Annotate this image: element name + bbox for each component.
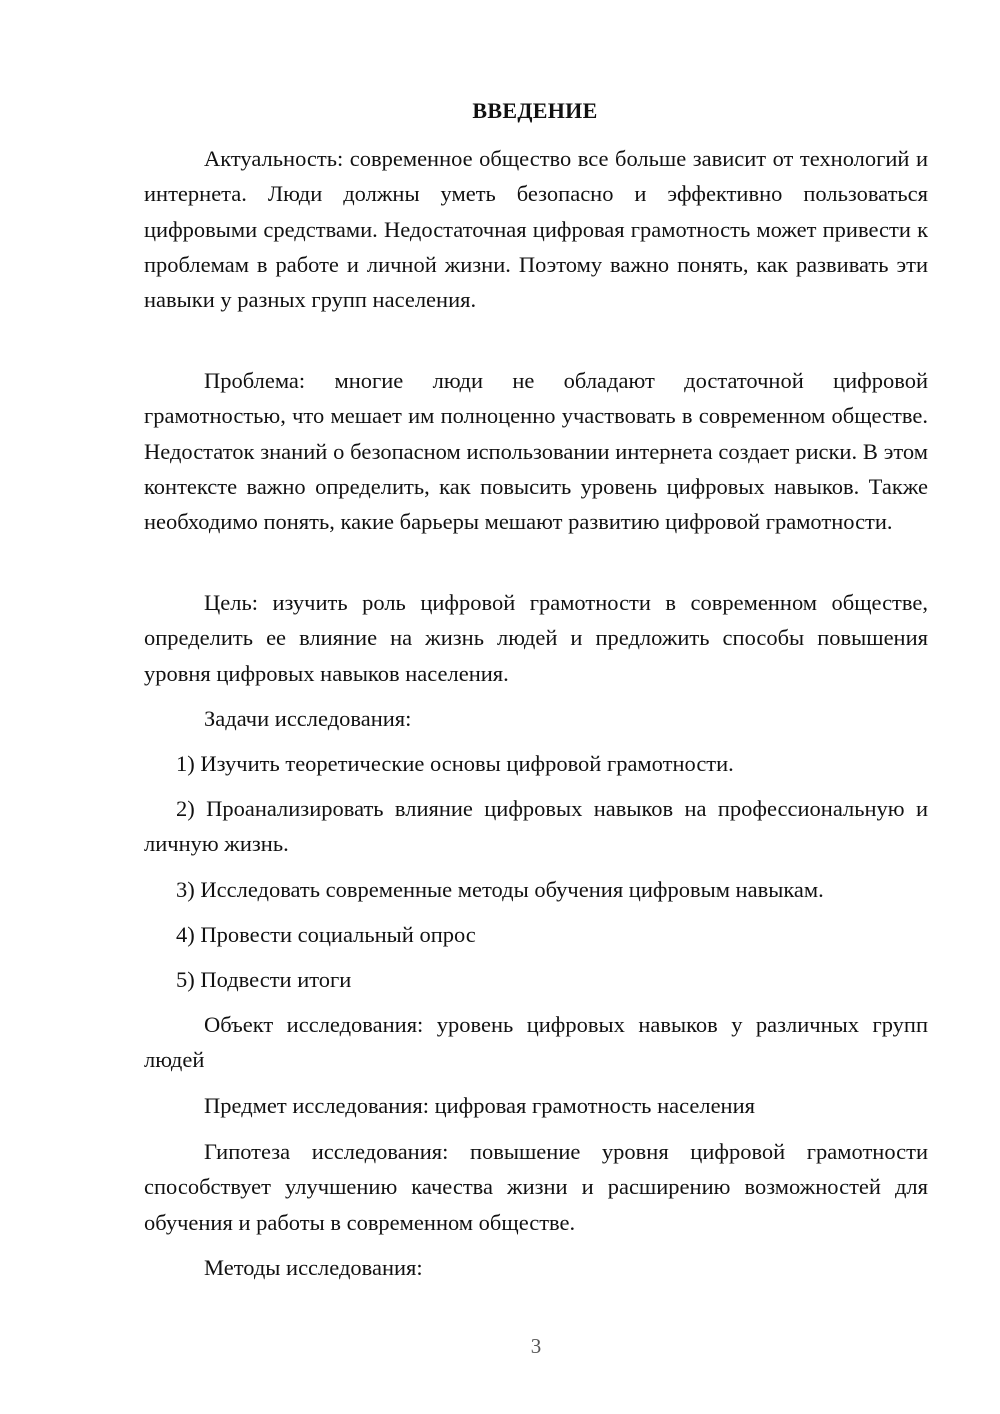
page-number: 3	[530, 1334, 542, 1358]
object-paragraph: Объект исследования: уровень цифровых навыков у различных групп людей	[144, 1012, 928, 1073]
task-item-1: 1) Изучить теоретические основы цифровой грамотности.	[176, 751, 734, 776]
problem-paragraph: Проблема: многие люди не обладают достаточной цифровой грамотностью, что мешает им полноценно участвовать в современном обществе. Недостаток знаний о безопасном использовании интернета создает риски. В этом контексте важно определить, как повысить уровень цифровых навыков. Также необходимо понять, какие барьеры мешают развитию цифровой грамотности.	[144, 368, 928, 535]
task-item-2: 2) Проанализировать влияние цифровых навыков на профессиональную и личную жизнь.	[144, 796, 928, 857]
methods-heading: Методы исследования:	[204, 1255, 423, 1280]
page-title: ВВЕДЕНИЕ	[472, 98, 598, 123]
tasks-heading: Задачи исследования:	[204, 706, 412, 731]
subject-paragraph: Предмет исследования: цифровая грамотность населения	[204, 1093, 755, 1118]
task-item-5: 5) Подвести итоги	[176, 967, 352, 992]
task-item-4: 4) Провести социальный опрос	[176, 922, 476, 947]
relevance-paragraph: Актуальность: современное общество все больше зависит от технологий и интернета. Люди должны уметь безопасно и эффективно пользоваться цифровыми средствами. Недостаточная цифровая грамотность может привести к проблемам в работе и личной жизни. Поэтому важно понять, как развивать эти навыки у разных групп населения.	[144, 146, 928, 313]
goal-paragraph: Цель: изучить роль цифровой грамотности в современном обществе, определить ее влияние на жизнь людей и предложить способы повышения уровня цифровых навыков населения.	[144, 590, 928, 686]
task-item-3: 3) Исследовать современные методы обучения цифровым навыкам.	[176, 877, 824, 902]
hypothesis-paragraph: Гипотеза исследования: повышение уровня цифровой грамотности способствует улучшению качества жизни и расширению возможностей для обучения и работы в современном обществе.	[144, 1139, 928, 1235]
